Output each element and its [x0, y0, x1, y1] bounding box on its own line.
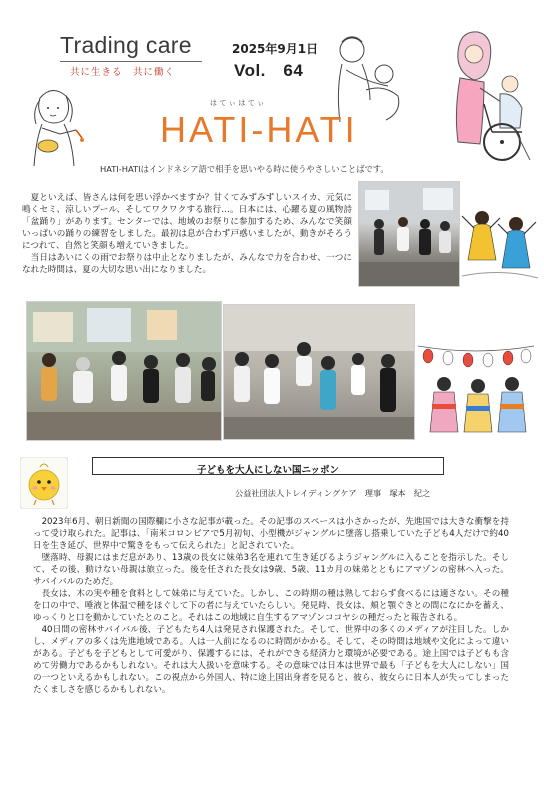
newsletter-logo: HATI-HATI: [160, 109, 358, 150]
section-title-box: [92, 457, 444, 475]
chick-mascot-illustration: [20, 457, 68, 509]
article-byline: 公益社団法人トレイディングケア 理事 塚本 紀之: [235, 488, 431, 498]
logo-description: HATI-HATIはインドネシア語で相手を思いやる時に使うやさしいことばです。: [100, 164, 389, 174]
issue-date: 2025年9月1日: [232, 42, 319, 56]
section-title: 子どもを大人にしない国ニッポン: [196, 465, 340, 476]
brand-block: [60, 32, 210, 78]
article-body: [33, 516, 509, 696]
brand-divider: [60, 61, 202, 62]
wheelchair-caregiver-illustration: [444, 22, 536, 168]
logo-furigana: はてぃはてぃ: [210, 99, 267, 107]
intro-paragraph: 夏といえば、皆さんは何を思い浮かべますか？甘くてみずみずしいスイカ、元気に鳴くセミ、涼しいプール、そしてワクワクする旅行…。日本には、心躍る夏の風物詩「盆踊り」があります。センターでは、地域のお祭りに参加するため、みんなで笑顔いっぱいの踊りの練習をしました。最初は息が合わず戸惑いましたが、動きがそろうにつれて、自然と笑顔も増えていきました。: [22, 193, 352, 251]
summer-festival-lanterns-illustration: [418, 340, 534, 436]
dance-practice-photo: [358, 181, 460, 287]
article-paragraph: 2023年6月、朝日新聞の国際欄に小さな記事が載った。その記事のスペースは小さかったが、先進国では大きな衝撃を持って受け取られた。記事は、「南米コロンビアで5月初旬、小型機がジャングルに墜落し搭乗していた子ども4人だけで約40日を生き延び、世界中で驚きをもって伝えられた」と記されていた。: [33, 517, 509, 551]
woman-cooking-illustration: [18, 80, 86, 172]
brand-title: Trading care: [60, 32, 192, 58]
article-paragraph: 墜落時、母親にはまだ息があり、13歳の長女に妹弟3名を連れて生き延びるようジャングルに入ることを指示した。そして、その後、動けない母親は旅立った。後を任された長女は9歳、5歳、11カ月の妹弟とともにアマゾンの密林へ入った。サバイバルのためだ。: [33, 553, 509, 587]
dance-group-photo: [223, 304, 415, 440]
intro-paragraph: 当日はあいにくの雨でお祭りは中止となりましたが、みんなで力を合わせ、一つになれた時間は、夏の大切な思い出になりました。: [22, 253, 352, 275]
article-paragraph: 40日間の密林サバイバル後、子どもたち4人は発見され保護された。そして、世界中の多くのメディアが注目した。しかし、メディアの多くは先進地域である。人は一人前になるのに時間がかかる。そして、その時間は地域や文化によって違いがある。子どもを子どもとして可愛がり、保護するには、それができる経済力と環境が必要である。途上国では子どもも含めて労働力であるかもしれない。それは大人扱いを意味する。その意味では日本は世界で最も「子どもを大人にしない」国の一つといえるかもしれない。この視点から外国人、特に途上国出身者を見ると、彼ら、彼女らに日本人が失ってしまったたくましさを感じるかもしれない。: [33, 625, 509, 695]
brand-tagline: 共に生きる 共に働く: [70, 67, 176, 78]
issue-volume: Vol. 64: [234, 61, 304, 80]
intro-text: [22, 192, 352, 276]
bon-odori-dancers-illustration: [460, 198, 540, 288]
group-dance-photo: [26, 301, 222, 441]
article-paragraph: 長女は、木の実や種を食料として妹弟に与えていた。しかし、この時期の種は熟しておらず食べるには適さない。その種を口の中で、唾液と体温で種をほぐして下の者に与えていたらしい。発見時、長女は、頬と顎ぐきとの間になにかを蓄え、ゆっくりと口を動かしていたとのこと。それはこの地域に自生するアマゾンココヤシの種だったと報告される。: [33, 589, 509, 623]
